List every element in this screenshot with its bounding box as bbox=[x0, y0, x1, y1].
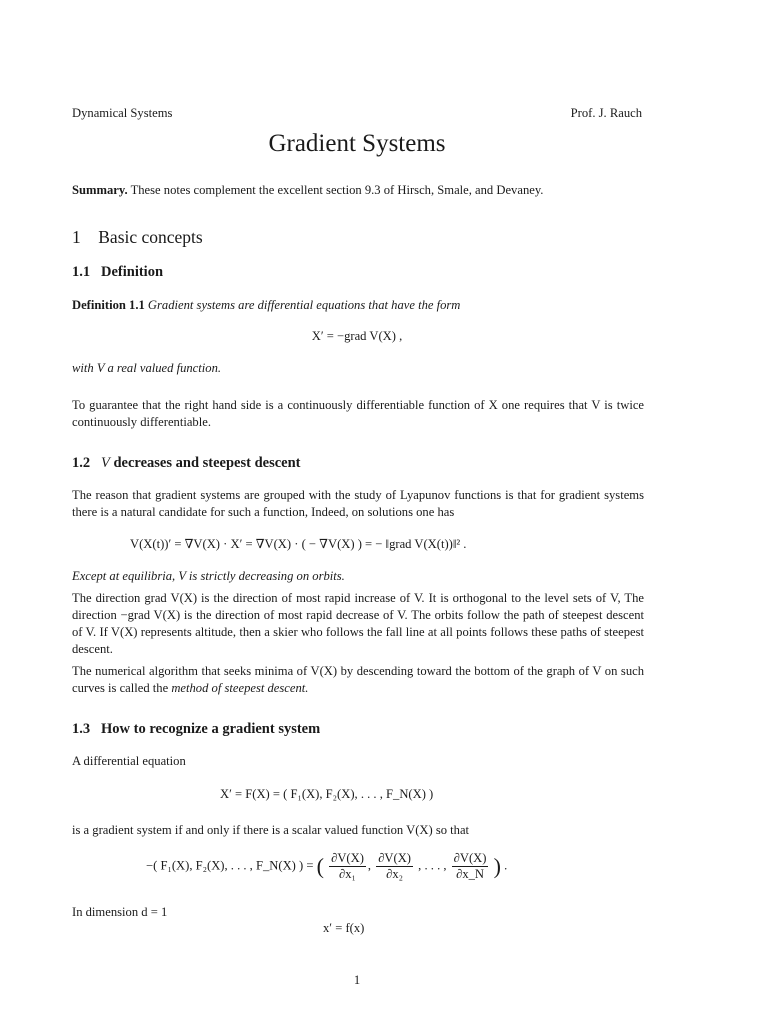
subsection-title-var: V bbox=[101, 455, 110, 471]
section-number: 1 bbox=[72, 227, 81, 247]
fraction-numerator: ∂V(X) bbox=[378, 851, 412, 865]
subsection-heading bbox=[72, 721, 320, 738]
summary bbox=[72, 182, 644, 199]
running-header-right: Prof. J. Rauch bbox=[570, 106, 642, 120]
paragraph-reason: The reason that gradient systems are grouped with the study of Lyapunov functions is that for gradient systems there is a natural candidate for such a function, Indeed, on solutions one has bbox=[72, 488, 644, 519]
subsection-number: 1.2 bbox=[72, 455, 91, 471]
fraction-numerator: ∂V(X) bbox=[453, 851, 487, 865]
paragraph-diffeq: A differential equation bbox=[72, 754, 186, 768]
page-number: 1 bbox=[353, 973, 361, 987]
equation-F: X′ = F(X) = ( F₁(X), F₂(X), . . . , F_N(X) ) bbox=[220, 787, 434, 801]
page-title: Gradient Systems bbox=[268, 130, 446, 157]
paren-open: ( bbox=[316, 853, 324, 879]
fraction-numerator: ∂V(X) bbox=[331, 851, 364, 865]
subsection-heading bbox=[72, 264, 163, 281]
fraction-denominator: ∂x₁ bbox=[339, 867, 356, 881]
paragraph-iff: is a gradient system if and only if there is a scalar valued function V(X) so that bbox=[72, 823, 470, 837]
subsection-title: How to recognize a gradient system bbox=[101, 721, 321, 737]
equation-lhs: −( F₁(X), F₂(X), . . . , F_N(X) ) = bbox=[146, 858, 314, 873]
paragraph-dimension: In dimension d = 1 bbox=[72, 905, 168, 919]
equation-gradient-form: X′ = −grad V(X) , bbox=[311, 329, 403, 343]
subsection-number: 1.3 bbox=[72, 721, 91, 737]
section-heading bbox=[72, 227, 203, 248]
paren-close: ) bbox=[493, 853, 501, 879]
subsection-title: decreases and steepest descent bbox=[113, 455, 301, 471]
remark-except: Except at equilibria, V is strictly decreasing on orbits. bbox=[72, 569, 345, 583]
partial-fraction-1 bbox=[329, 851, 366, 882]
paragraph-direction: The direction grad V(X) is the direction of most rapid increase of V. It is orthogonal to the level sets of V, The direction −grad V(X) is the direction of most rapid decrease of V. The orbits follow the path of steepest descent of V. If V(X) represents altitude, then a skier who follows the fall line at all points follows these paths of steepest descent. bbox=[72, 591, 644, 656]
partial-fraction-2 bbox=[376, 851, 413, 882]
ellipsis: , . . . , bbox=[418, 858, 447, 873]
subsection-number: 1.1 bbox=[72, 264, 91, 280]
fraction-denominator: ∂x₂ bbox=[386, 867, 404, 881]
summary-label: Summary. bbox=[72, 183, 128, 197]
definition-label: Definition 1.1 bbox=[72, 298, 145, 312]
section-title: Basic concepts bbox=[98, 227, 203, 247]
paragraph-guarantee: To guarantee that the right hand side is a continuously differentiable function of X one requires that V is twice continuously differentiable. bbox=[72, 398, 644, 429]
method-name: method of steepest descent. bbox=[171, 681, 309, 695]
paragraph-numerical-text: The numerical algorithm that seeks minima of V(X) by descending toward the bottom of the graph of V on such curves is called the bbox=[72, 664, 644, 695]
subsection-heading bbox=[72, 455, 300, 472]
definition-text: Gradient systems are differential equations that have the form bbox=[147, 298, 461, 312]
running-header-left: Dynamical Systems bbox=[72, 106, 173, 120]
partial-fraction-n bbox=[452, 851, 489, 882]
definition-after: with V a real valued function. bbox=[72, 361, 222, 375]
equation-lyapunov: V(X(t))′ = ∇V(X) · X′ = ∇V(X) · ( − ∇V(X) ) = − ‖grad V(X(t))‖² . bbox=[130, 537, 467, 551]
paragraph-numerical bbox=[72, 663, 644, 697]
summary-text: These notes complement the excellent section 9.3 of Hirsch, Smale, and Devaney. bbox=[130, 183, 544, 197]
subsection-title: Definition bbox=[101, 264, 164, 280]
definition bbox=[72, 297, 644, 314]
fraction-denominator: ∂x_N bbox=[456, 867, 485, 881]
equation-dim1: x′ = f(x) bbox=[323, 921, 365, 935]
equation-gradient-condition: −( F₁(X), F₂(X), . . . , F_N(X) ) = ( $\frac{\partial V(X)}{\text{∂x₁}}$ , $\frac{\partial V(X)}{\text{∂x₂}}$ , . . . , $\frac{\partial V(X)}{\partial x\_N}$ ) . bbox=[146, 851, 508, 881]
